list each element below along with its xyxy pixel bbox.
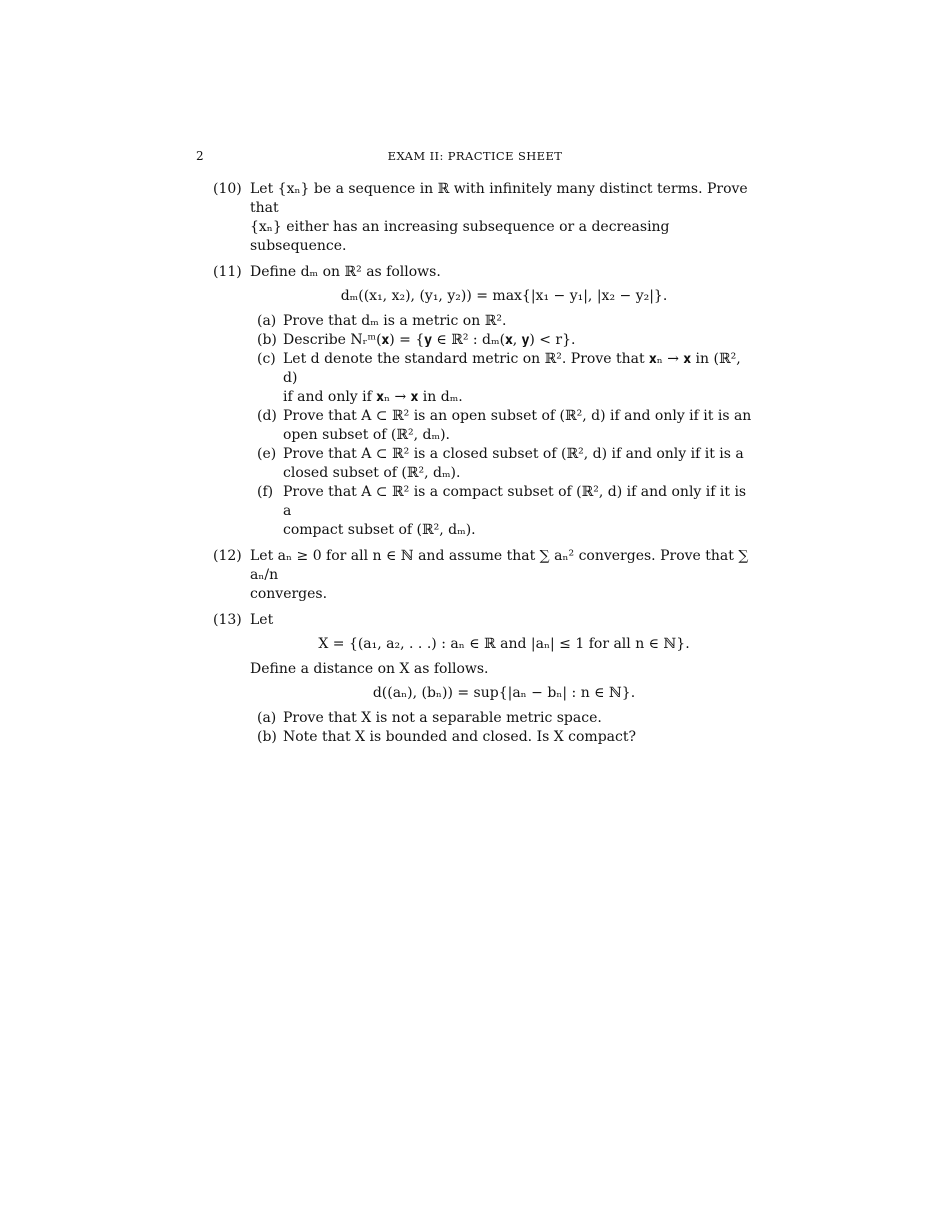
problem-number: (13) [213,612,242,628]
subpart-text: Prove that A ⊂ ℝ² is an open subset of (ℝ², d) if and only if it is an [283,408,752,424]
problem-intro: Define dₘ on ℝ² as follows. [250,264,441,280]
subpart-label: (b) [257,729,277,745]
subpart-text: open subset of (ℝ², dₘ). [283,427,450,443]
problem-text-line: Define a distance on X as follows. [250,661,489,677]
problem-10 [213,180,758,256]
subpart-text: Prove that A ⊂ ℝ² is a compact subset of (ℝ², d) if and only if it is a [283,484,747,519]
display-equation: dₘ((x₁, x₂), (y₁, y₂)) = max{|x₁ − y₁|, |x₂ − y₂|}. [340,288,668,304]
subpart-label: (e) [257,446,277,462]
subpart-text: compact subset of (ℝ², dₘ). [283,522,476,538]
problem-12 [213,547,758,604]
subpart-label: (c) [257,351,276,367]
subpart-label: (a) [257,313,277,329]
subpart-text: Prove that A ⊂ ℝ² is a closed subset of (ℝ², d) if and only if it is a [283,446,744,462]
problem-11 [213,263,758,540]
subpart-b [250,331,758,350]
subpart-text: Prove that dₘ is a metric on ℝ². [283,313,507,329]
subpart-text: Let d denote the standard metric on ℝ². Prove that 𝐱ₙ → 𝐱 in (ℝ², d) [283,351,741,386]
subpart-label: (b) [257,332,277,348]
subpart-text: closed subset of (ℝ², dₘ). [283,465,461,481]
subpart-text: if and only if 𝐱ₙ → 𝐱 in dₘ. [283,389,463,405]
subpart-e [250,445,758,483]
subpart-label: (a) [257,710,277,726]
problem-text-line: Let aₙ ≥ 0 for all n ∈ ℕ and assume that ∑ aₙ² converges. Prove that ∑ aₙ/n [250,548,749,583]
problem-text-line: {xₙ} either has an increasing subsequence or a decreasing subsequence. [250,219,670,254]
problem-list [213,180,758,754]
subpart-list [250,312,758,540]
page-number: 2 [196,149,204,163]
subpart-c [250,350,758,407]
display-equation: d((aₙ), (bₙ)) = sup{|aₙ − bₙ| : n ∈ ℕ}. [372,685,636,701]
subpart-b [250,728,758,747]
subpart-list [250,709,758,747]
subpart-text: Prove that X is not a separable metric space. [283,710,602,726]
problem-intro: Let [250,612,274,628]
subpart-f [250,483,758,540]
subpart-a [250,312,758,331]
running-head: EXAM II: PRACTICE SHEET [387,149,563,163]
subpart-label: (f) [257,484,274,500]
display-equation: X = {(a₁, a₂, . . .) : aₙ ∈ ℝ and |aₙ| ≤ 1 for all n ∈ ℕ}. [318,636,690,652]
subpart-text: Describe Nᵣᵐ(𝐱) = {𝐲 ∈ ℝ² : dₘ(𝐱, 𝐲) < r}. [283,332,576,348]
problem-number: (12) [213,548,242,564]
problem-number: (11) [213,264,242,280]
problem-13 [213,611,758,747]
problem-text-line: Let {xₙ} be a sequence in ℝ with infinitely many distinct terms. Prove that [250,181,748,216]
subpart-text: Note that X is bounded and closed. Is X compact? [283,729,636,745]
subpart-d [250,407,758,445]
subpart-label: (d) [257,408,277,424]
subpart-a [250,709,758,728]
problem-text-line: converges. [250,586,328,602]
problem-number: (10) [213,181,242,197]
